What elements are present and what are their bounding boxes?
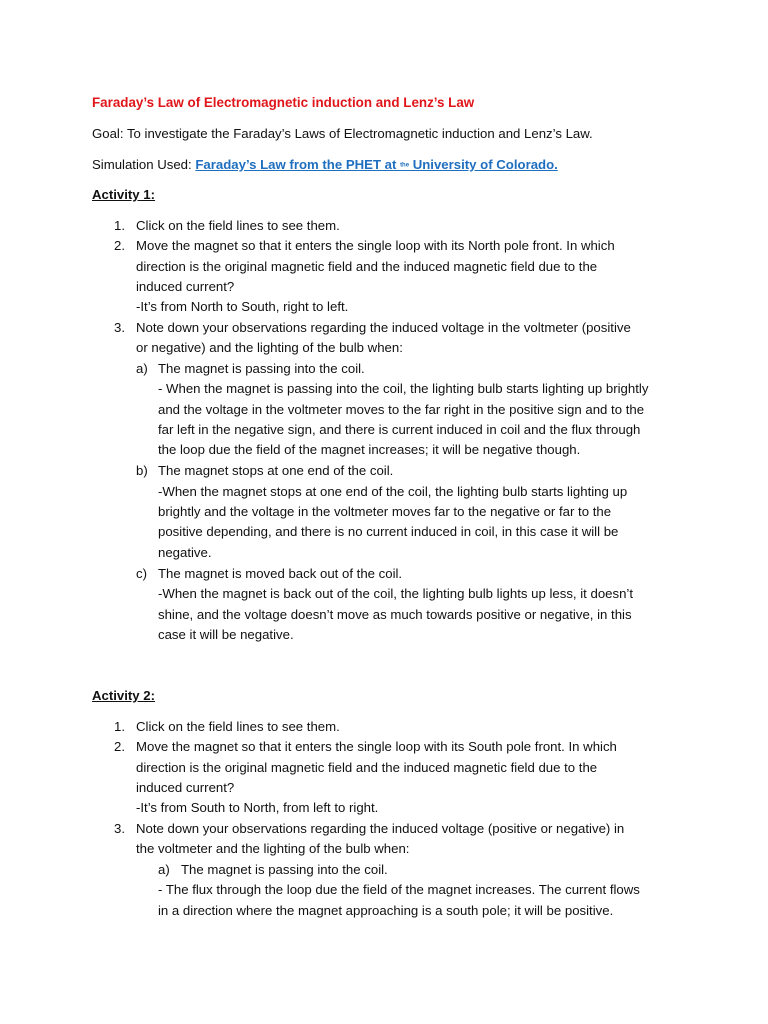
activity1-sub-b-text: The magnet stops at one end of the coil. xyxy=(158,463,394,478)
activity1-sub-a-label: a) xyxy=(136,361,148,376)
activity1-heading: Activity 1: xyxy=(92,187,156,202)
activity1-sub-c-text: The magnet is moved back out of the coil. xyxy=(158,566,403,581)
activity2-item3-line1: Note down your observations regarding the induced voltage (positive or negative) in xyxy=(136,821,625,836)
activity2-item2-line3: induced current? xyxy=(136,780,235,795)
document-title: Faraday’s Law of Electromagnetic induction and Lenz’s Law xyxy=(92,95,475,110)
activity1-item3-line2: or negative) and the lighting of the bulb when: xyxy=(136,340,403,355)
activity1-sub-b-answer2: brightly and the voltage in the voltmeter moves far to the negative or far to the xyxy=(158,504,612,519)
activity1-sub-a-answer1: - When the magnet is passing into the coil, the lighting bulb starts lighting up brightly xyxy=(158,381,649,396)
activity1-sub-a-answer4: the loop due the field of the magnet increases; it will be negative though. xyxy=(158,442,581,457)
simulation-link-part2: University of Colorado. xyxy=(409,157,558,172)
activity1-item3-number: 3. xyxy=(114,320,125,335)
simulation-label: Simulation Used: xyxy=(92,157,196,172)
activity1-item2-line3: induced current? xyxy=(136,279,235,294)
activity1-sub-b-answer4: negative. xyxy=(158,545,212,560)
goal-label: Goal: xyxy=(92,126,124,141)
activity2-sub-a-text: The magnet is passing into the coil. xyxy=(181,862,388,877)
activity1-sub-c-label: c) xyxy=(136,566,147,581)
activity2-item2-line2: direction is the original magnetic field and the induced magnetic field due to the xyxy=(136,760,598,775)
activity2-item1-number: 1. xyxy=(114,719,125,734)
activity1-item2-answer: -It’s from North to South, right to left. xyxy=(136,299,349,314)
activity1-sub-c-answer2: shine, and the voltage doesn’t move as much towards positive or negative, in this xyxy=(158,607,632,622)
activity1-item1-number: 1. xyxy=(114,218,125,233)
activity1-item2-line1: Move the magnet so that it enters the single loop with its North pole front. In which xyxy=(136,238,615,253)
activity2-sub-a-label: a) xyxy=(158,862,170,877)
activity1-sub-b-answer1: -When the magnet stops at one end of the coil, the lighting bulb starts lighting up xyxy=(158,484,628,499)
activity1-sub-c-answer3: case it will be negative. xyxy=(158,627,294,642)
simulation-link-tiny: the xyxy=(400,162,410,169)
activity1-sub-a-text: The magnet is passing into the coil. xyxy=(158,361,365,376)
activity1-sub-b-label: b) xyxy=(136,463,148,478)
activity2-item2-answer: -It’s from South to North, from left to right. xyxy=(136,800,379,815)
activity2-sub-a-answer1: - The flux through the loop due the field of the magnet increases. The current flows xyxy=(158,882,640,897)
activity2-item2-number: 2. xyxy=(114,739,125,754)
activity1-item2-line2: direction is the original magnetic field and the induced magnetic field due to the xyxy=(136,259,598,274)
activity1-item3-line1: Note down your observations regarding the induced voltage in the voltmeter (positive xyxy=(136,320,631,335)
activity1-sub-c-answer1: -When the magnet is back out of the coil, the lighting bulb lights up less, it doesn’t xyxy=(158,586,634,601)
activity1-sub-a-answer3: far left in the negative sign, and there is current induced in coil and the flux through xyxy=(158,422,641,437)
simulation-link[interactable] xyxy=(195,157,557,172)
activity1-item2-number: 2. xyxy=(114,238,125,253)
activity1-sub-a-answer2: and the voltage in the voltmeter moves to the far right in the positive sign and to the xyxy=(158,402,645,417)
activity2-heading: Activity 2: xyxy=(92,688,156,703)
activity1-sub-b-answer3: positive depending, and there is no current induced in coil, in this case it will be xyxy=(158,524,619,539)
activity2-sub-a-answer2: in a direction where the magnet approaching is a south pole; it will be positive. xyxy=(158,903,614,918)
simulation-link-part1: Faraday’s Law from the PHET at xyxy=(195,157,401,172)
activity2-item1-text: Click on the field lines to see them. xyxy=(136,719,340,734)
goal-text: To investigate the Faraday’s Laws of Electromagnetic induction and Lenz’s Law. xyxy=(123,126,593,141)
simulation-line xyxy=(92,155,558,176)
goal-line xyxy=(92,124,593,144)
activity2-item3-number: 3. xyxy=(114,821,125,836)
activity2-item3-line2: the voltmeter and the lighting of the bulb when: xyxy=(136,841,410,856)
activity2-item2-line1: Move the magnet so that it enters the single loop with its South pole front. In which xyxy=(136,739,617,754)
activity1-item1-text: Click on the field lines to see them. xyxy=(136,218,340,233)
